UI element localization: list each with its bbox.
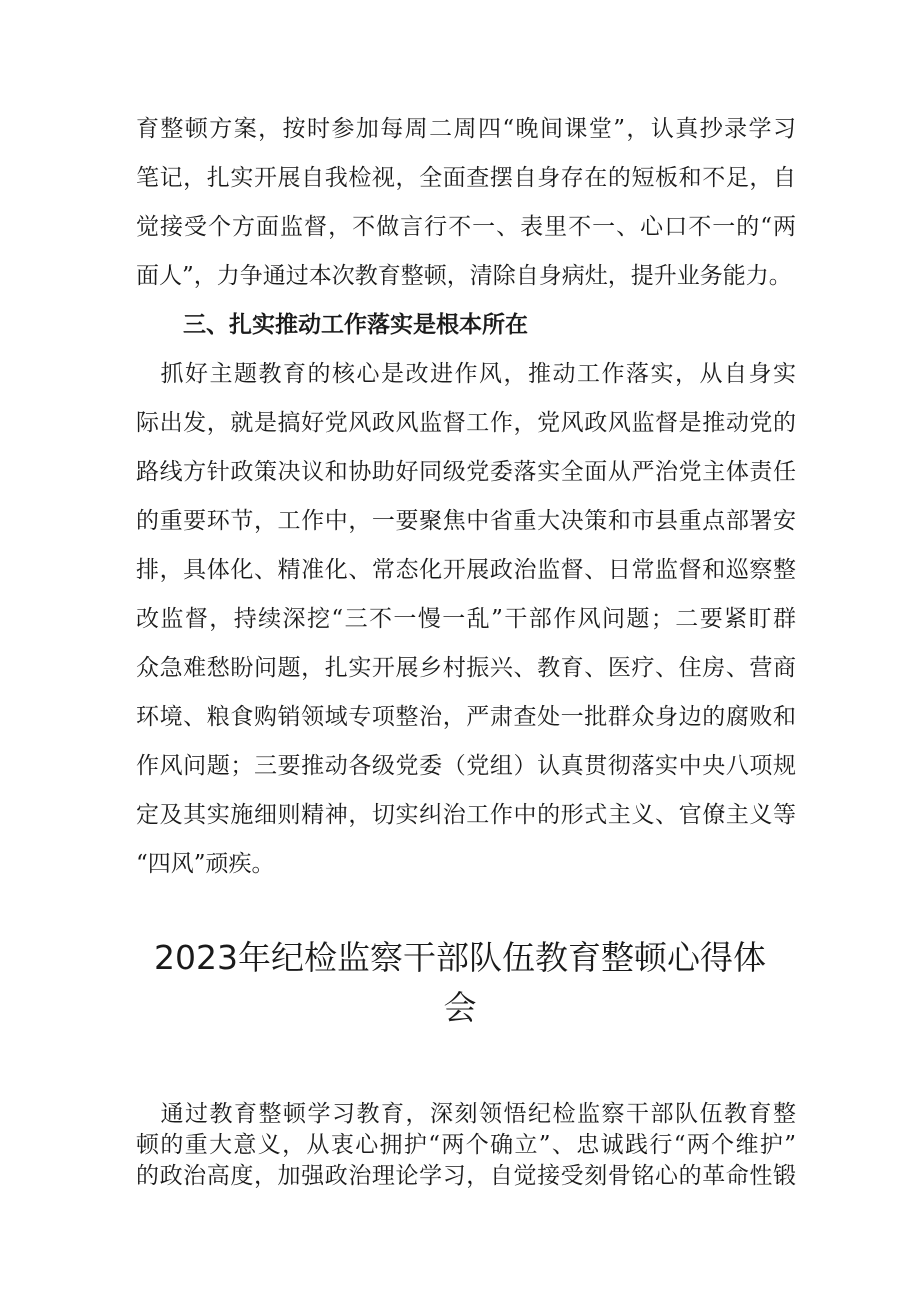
article-title-line-2: 会 (443, 988, 477, 1027)
paragraph-line: 的政治高度，加强政治理论学习，自觉接受刻骨铭心的革命性锻 (136, 1163, 796, 1189)
paragraph-line: 排，具体化、精准化、常态化开展政治监督、日常监督和巡察整 (136, 557, 796, 583)
paragraph-line: 作风问题；三要推动各级党委（党组）认真贯彻落实中央八项规 (136, 753, 796, 779)
paragraph-line: 路线方针政策决议和协助好同级党委落实全面从严治党主体责任 (136, 459, 796, 485)
section-heading: 三、扎实推动工作落实是根本所在 (183, 312, 528, 338)
article-title-line-1: 2023年纪检监察干部队伍教育整顿心得体 (154, 938, 766, 977)
paragraph-line: 际出发，就是搞好党风政风监督工作，党风政风监督是推动党的 (136, 410, 796, 436)
paragraph-line: 育整顿方案，按时参加每周二周四“晚间课堂”，认真抄录学习 (136, 116, 796, 142)
paragraph-line: 面人”，力争通过本次教育整顿，清除自身病灶，提升业务能力。 (136, 263, 792, 289)
paragraph-line: 众急难愁盼问题，扎实开展乡村振兴、教育、医疗、住房、营商 (136, 655, 796, 681)
paragraph-line: 环境、粮食购销领域专项整治，严肃查处一批群众身边的腐败和 (136, 704, 796, 730)
paragraph-line: 改监督，持续深挖“三不一慢一乱”干部作风问题；二要紧盯群 (136, 606, 796, 632)
paragraph-line: 抓好主题教育的核心是改进作风，推动工作落实，从自身实 (136, 361, 796, 387)
paragraph-line: 顿的重大意义，从衷心拥护“两个确立”、忠诚践行“两个维护” (136, 1132, 796, 1158)
paragraph-line: 定及其实施细则精神，切实纠治工作中的形式主义、官僚主义等 (136, 802, 796, 828)
paragraph-line: 的重要环节，工作中，一要聚焦中省重大决策和市县重点部署安 (136, 508, 796, 534)
paragraph-line: 觉接受个方面监督，不做言行不一、表里不一、心口不一的“两 (136, 214, 796, 240)
paragraph-line: 笔记，扎实开展自我检视，全面查摆自身存在的短板和不足，自 (136, 165, 796, 191)
paragraph-line: 通过教育整顿学习教育，深刻领悟纪检监察干部队伍教育整 (136, 1101, 796, 1127)
paragraph-line: “四风”顽疾。 (136, 851, 275, 877)
